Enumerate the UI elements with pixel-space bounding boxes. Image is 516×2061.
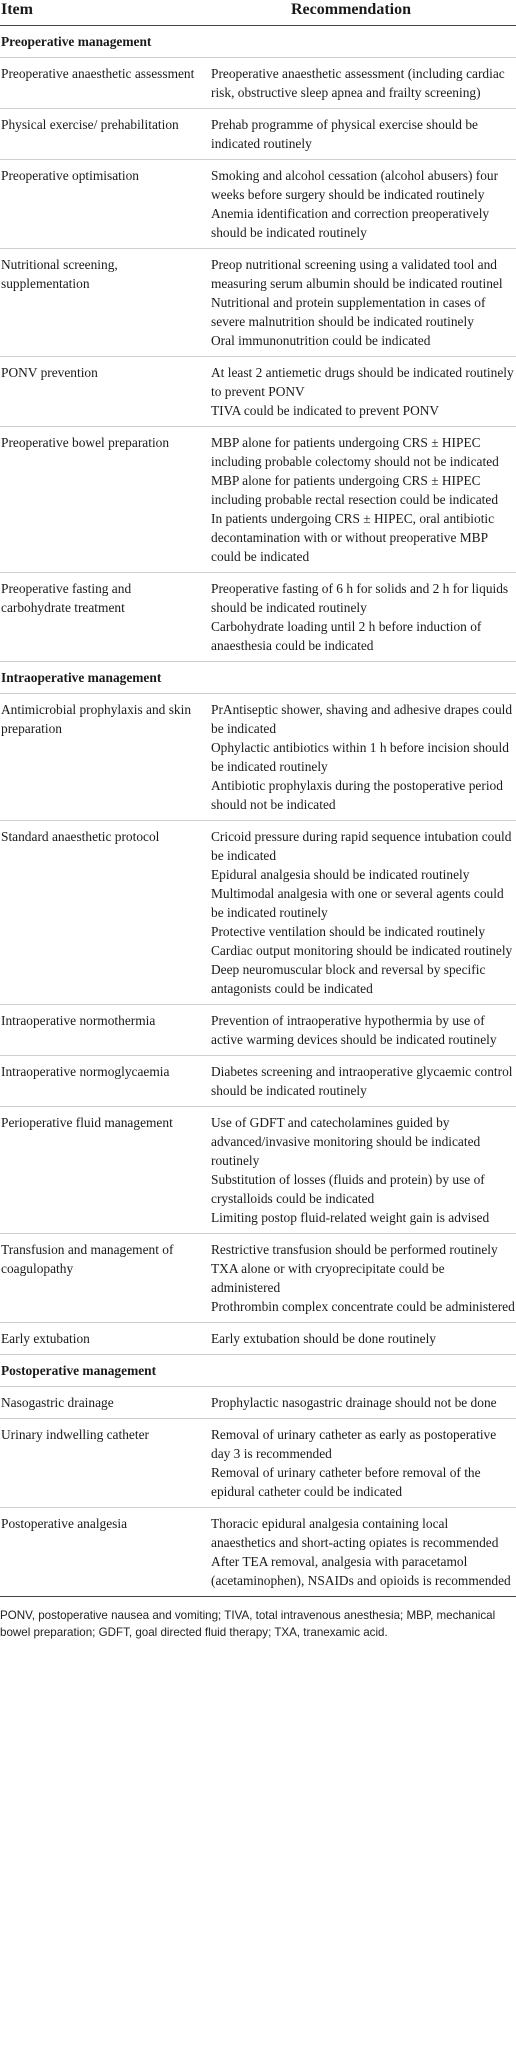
- recommendation-cell: [211, 1323, 516, 1355]
- table-row: [0, 1419, 516, 1508]
- recommendation-text: Carbohydrate loading until 2 h before induction of anaesthesia could be indicated: [211, 619, 482, 653]
- table-row: [0, 109, 516, 160]
- section-title: Preoperative management: [0, 26, 516, 58]
- table-row: [0, 573, 516, 662]
- recommendation-text: Use of GDFT and catecholamines guided by advanced/invasive monitoring should be indicated routinely: [211, 1115, 481, 1168]
- recommendation-text: MBP alone for patients undergoing CRS ± HIPEC including probable rectal resection could be indicated: [211, 473, 499, 507]
- item-cell: Physical exercise/ prehabilitation: [0, 109, 211, 160]
- recommendation-text: Preoperative fasting of 6 h for solids and 2 h for liquids should be indicated routinely: [211, 581, 509, 615]
- recommendation-text: Preop nutritional screening using a validated tool and measuring serum albumin should be indicated routinel: [211, 257, 503, 291]
- item-cell: Transfusion and management of coagulopathy: [0, 1234, 211, 1323]
- recommendation-cell: [211, 160, 516, 249]
- table-row: [0, 1508, 516, 1597]
- column-header-item: Item: [0, 0, 211, 26]
- recommendation-text: Epidural analgesia should be indicated routinely: [211, 867, 470, 882]
- recommendation-text: Substitution of losses (fluids and protein) by use of crystalloids could be indicated: [211, 1172, 485, 1206]
- recommendation-cell: [211, 1234, 516, 1323]
- recommendation-cell: [211, 357, 516, 427]
- recommendation-cell: [211, 573, 516, 662]
- recommendation-text: Preoperative anaesthetic assessment (including cardiac risk, obstructive sleep apnea and frailty screening): [211, 66, 505, 100]
- item-cell: PONV prevention: [0, 357, 211, 427]
- recommendation-text: Oral immunonutrition could be indicated: [211, 333, 431, 348]
- recommendation-text: At least 2 antiemetic drugs should be indicated routinely to prevent PONV: [211, 365, 514, 399]
- recommendation-text: Cardiac output monitoring should be indicated routinely: [211, 943, 513, 958]
- recommendation-text: Removal of urinary catheter as early as postoperative day 3 is recommended: [211, 1427, 497, 1461]
- recommendation-text: Removal of urinary catheter before removal of the epidural catheter could be indicated: [211, 1465, 481, 1499]
- table-row: [0, 1005, 516, 1056]
- recommendation-cell: [211, 1387, 516, 1419]
- recommendation-text: Thoracic epidural analgesia containing local anaesthetics and short-acting opiates is recommended: [211, 1516, 499, 1550]
- table-row: [0, 160, 516, 249]
- recommendation-text: Diabetes screening and intraoperative glycaemic control should be indicated routinely: [211, 1064, 513, 1098]
- item-cell: Nasogastric drainage: [0, 1387, 211, 1419]
- recommendation-cell: [211, 1419, 516, 1508]
- recommendation-cell: [211, 249, 516, 357]
- recommendation-text: MBP alone for patients undergoing CRS ± HIPEC including probable colectomy should not be indicated: [211, 435, 499, 469]
- item-cell: Preoperative fasting and carbohydrate treatment: [0, 573, 211, 662]
- recommendation-cell: [211, 1056, 516, 1107]
- table-row: [0, 1323, 516, 1355]
- section-row: [0, 26, 516, 58]
- recommendation-text: TIVA could be indicated to prevent PONV: [211, 403, 440, 418]
- table-row: [0, 694, 516, 821]
- table-row: [0, 249, 516, 357]
- recommendation-cell: [211, 694, 516, 821]
- recommendation-text: Cricoid pressure during rapid sequence intubation could be indicated: [211, 829, 512, 863]
- item-cell: Standard anaesthetic protocol: [0, 821, 211, 1005]
- recommendation-text: After TEA removal, analgesia with paracetamol (acetaminophen), NSAIDs and opioids is recommended: [211, 1554, 511, 1588]
- table-row: [0, 427, 516, 573]
- section-title: Intraoperative management: [0, 662, 516, 694]
- recommendation-text: Antibiotic prophylaxis during the postoperative period should not be indicated: [211, 778, 503, 812]
- table-row: [0, 1107, 516, 1234]
- item-cell: Early extubation: [0, 1323, 211, 1355]
- table-row: [0, 1387, 516, 1419]
- recommendation-text: Prehab programme of physical exercise should be indicated routinely: [211, 117, 478, 151]
- item-cell: Antimicrobial prophylaxis and skin preparation: [0, 694, 211, 821]
- table-row: [0, 1056, 516, 1107]
- recommendation-text: Smoking and alcohol cessation (alcohol abusers) four weeks before surgery should be indicated routinely: [211, 168, 499, 202]
- recommendation-cell: [211, 1107, 516, 1234]
- item-cell: Perioperative fluid management: [0, 1107, 211, 1234]
- recommendation-text: Anemia identification and correction preoperatively should be indicated routinely: [211, 206, 490, 240]
- table-row: [0, 821, 516, 1005]
- recommendation-text: Ophylactic antibiotics within 1 h before incision should be indicated routinely: [211, 740, 509, 774]
- recommendation-text: Nutritional and protein supplementation in cases of severe malnutrition should be indicated routinely: [211, 295, 486, 329]
- table-row: [0, 1234, 516, 1323]
- recommendation-cell: [211, 821, 516, 1005]
- recommendation-cell: [211, 427, 516, 573]
- item-cell: Preoperative optimisation: [0, 160, 211, 249]
- recommendation-text: TXA alone or with cryoprecipitate could be administered: [211, 1261, 445, 1295]
- item-cell: Preoperative bowel preparation: [0, 427, 211, 573]
- recommendation-text: Restrictive transfusion should be performed routinely: [211, 1242, 498, 1257]
- recommendation-cell: [211, 1508, 516, 1597]
- recommendation-text: Limiting postop fluid-related weight gain is advised: [211, 1210, 490, 1225]
- item-cell: Intraoperative normoglycaemia: [0, 1056, 211, 1107]
- recommendation-cell: [211, 58, 516, 109]
- item-cell: Postoperative analgesia: [0, 1508, 211, 1597]
- table-body: [0, 26, 516, 1597]
- item-cell: Intraoperative normothermia: [0, 1005, 211, 1056]
- item-cell: Nutritional screening, supplementation: [0, 249, 211, 357]
- recommendation-text: Prothrombin complex concentrate could be administered: [211, 1299, 515, 1314]
- recommendation-text: In patients undergoing CRS ± HIPEC, oral antibiotic decontamination with or without preoperative MBP could be indicated: [211, 511, 495, 564]
- recommendation-text: Prophylactic nasogastric drainage should not be done: [211, 1395, 497, 1410]
- table-row: [0, 357, 516, 427]
- section-row: [0, 1355, 516, 1387]
- recommendation-text: Prevention of intraoperative hypothermia by use of active warming devices should be indicated routinely: [211, 1013, 497, 1047]
- section-title: Postoperative management: [0, 1355, 516, 1387]
- recommendation-text: PrAntiseptic shower, shaving and adhesive drapes could be indicated: [211, 702, 513, 736]
- table-row: [0, 58, 516, 109]
- recommendation-cell: [211, 109, 516, 160]
- item-cell: Preoperative anaesthetic assessment: [0, 58, 211, 109]
- table-footnote: PONV, postoperative nausea and vomiting; TIVA, total intravenous anesthesia; MBP, mechanical bowel preparation; GDFT, goal directed fluid therapy; TXA, tranexamic acid.: [0, 1609, 496, 1639]
- recommendation-text: Multimodal analgesia with one or several agents could be indicated routinely: [211, 886, 504, 920]
- column-header-recommendation: Recommendation: [211, 0, 516, 26]
- recommendation-text: Protective ventilation should be indicated routinely: [211, 924, 486, 939]
- item-cell: Urinary indwelling catheter: [0, 1419, 211, 1508]
- table-header: [0, 0, 516, 26]
- section-row: [0, 662, 516, 694]
- recommendation-cell: [211, 1005, 516, 1056]
- recommendation-text: Deep neuromuscular block and reversal by specific antagonists could be indicated: [211, 962, 486, 996]
- recommendation-text: Early extubation should be done routinely: [211, 1331, 436, 1346]
